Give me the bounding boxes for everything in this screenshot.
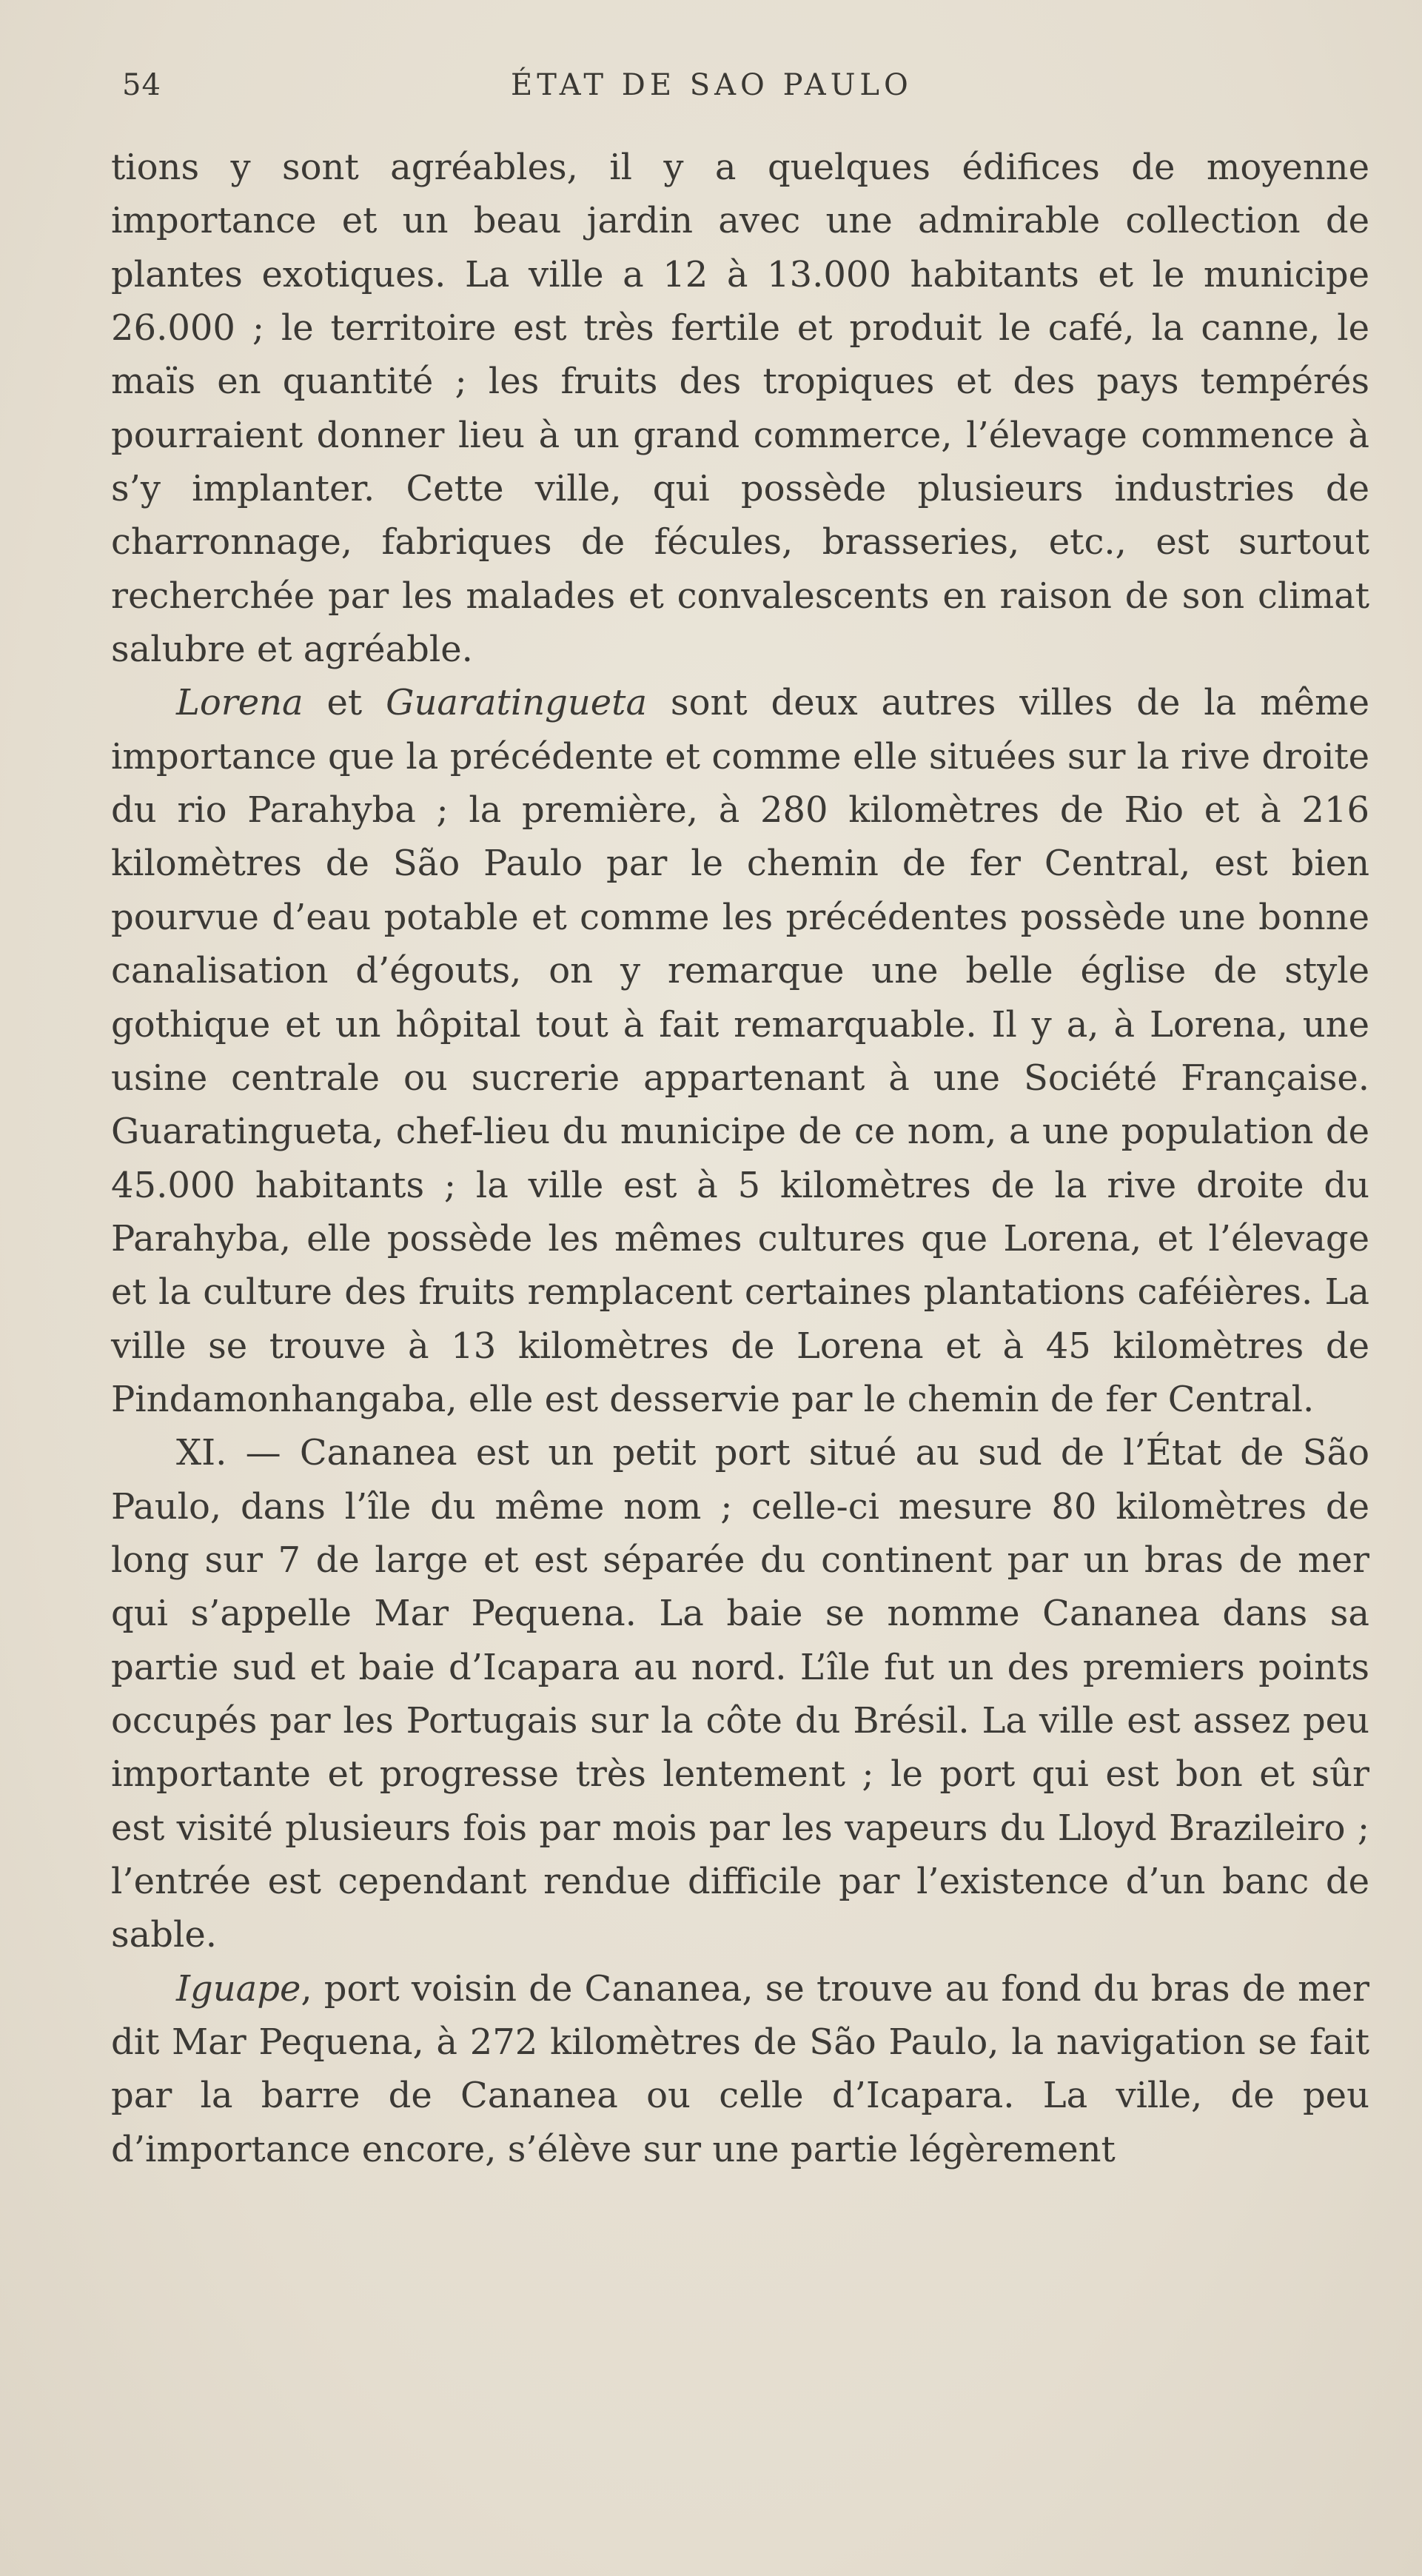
place-name-iguape: Iguape — [176, 1967, 301, 2010]
paragraph-3 — [111, 1426, 1369, 1961]
body-text — [111, 141, 1369, 2176]
paragraph-1 — [111, 141, 1369, 676]
paragraph-text: XI. — Cananea est un petit port situé au sud de l’État de São Paulo, dans l’île du même nom ; celle-ci mesure 80 kilomètres de long sur 7 de large et est séparée du continent par un bras de mer qui s’appelle Mar Pequena. La baie se nomme Cananea dans sa partie sud et baie d’Icapara au nord. L’île fut un des premiers points occupés par les Portugais sur la côte du Brésil. La ville est assez peu importante et progresse très lentement ; le port qui est bon et sûr est visité plusieurs fois par mois par les vapeurs du Lloyd Brazileiro ; l’entrée est cependant rendue difficile par l’existence d’un banc de sable. — [111, 1432, 1369, 1956]
place-name-lorena: Lorena — [176, 682, 303, 724]
place-name-guaratingueta: Guaratingueta — [386, 682, 648, 724]
page-number: 54 — [122, 68, 161, 102]
paragraph-text: tions y sont agréables, il y a quelques édifices de moyenne importance et un beau jardin avec une admirable collection de plantes exotiques. La ville a 12 à 13.000 habitants et le municipe 26.000 ; le territoire est très fertile et produit le café, la canne, le maïs en quantité ; les fruits des tropiques et des pays tempérés pourraient donner lieu à un grand commerce, l’élevage commence à s’y implanter. Cette ville, qui possède plusieurs industries de charronnage, fabriques de fécules, brasseries, etc., est surtout recherchée par les malades et convalescents en raison de son climat salubre et agréable. — [111, 147, 1369, 671]
paragraph-2 — [111, 676, 1369, 1426]
running-header — [111, 68, 1369, 113]
paragraph-text: et — [303, 682, 386, 724]
paragraph-text: sont deux autres villes de la même importance que la précédente et comme elle situées sur la rive droite du rio Parahyba ; la première, à 280 kilomètres de Rio et à 216 kilomètres de São Paulo par le chemin de fer Central, est bien pourvue d’eau potable et comme les précédentes possède une bonne canalisation d’égouts, on y remarque une belle église de style gothique et un hôpital tout à fait remarquable. Il y a, à Lorena, une usine centrale ou sucrerie appartenant à une Société Française. Guaratingueta, chef-lieu du municipe de ce nom, a une population de 45.000 habitants ; la ville est à 5 kilomètres de la rive droite du Parahyba, elle possède les mêmes cultures que Lorena, et l’élevage et la culture des fruits remplacent certaines plantations caféières. La ville se trouve à 13 kilomètres de Lorena et à 45 kilomètres de Pindamonhangaba, elle est desservie par le chemin de fer Central. — [111, 682, 1369, 1420]
paragraph-text: , port voisin de Cananea, se trouve au fond du bras de mer dit Mar Pequena, à 272 kilomètres de São Paulo, la navigation se fait par la barre de Cananea ou celle d’Icapara. La ville, de peu d’importance encore, s’élève sur une partie légèrement — [111, 1967, 1369, 2170]
running-title: ÉTAT DE SAO PAULO — [511, 68, 913, 102]
paragraph-4 — [111, 1962, 1369, 2176]
